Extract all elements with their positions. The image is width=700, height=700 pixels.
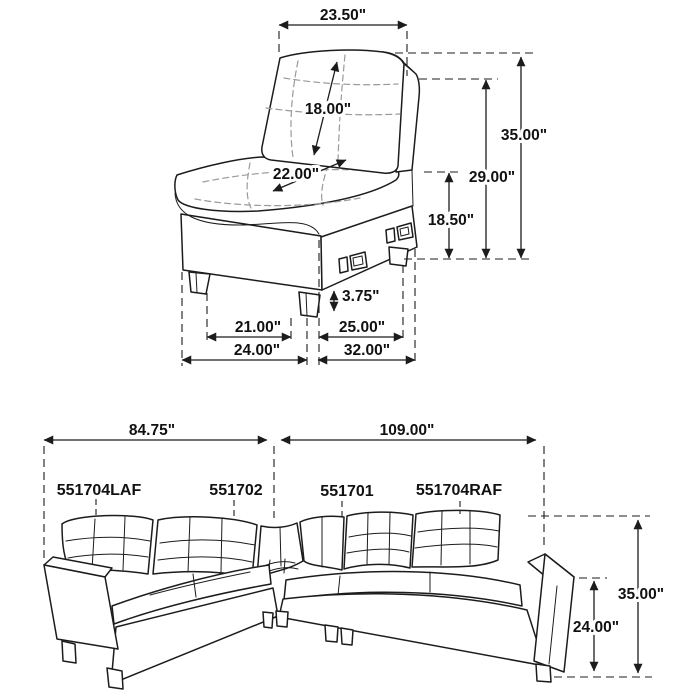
sectional-figure (44, 422, 664, 689)
chair-drawing (175, 50, 420, 317)
dim-back-width-label: 23.50" (319, 7, 367, 24)
part-label-551701-text: 551701 (320, 483, 374, 500)
dim-right-section-width (281, 422, 536, 440)
dim-inner-width (207, 319, 291, 337)
dim-overall-depth-label: 32.00" (343, 342, 391, 359)
sectional-right-rail (279, 594, 545, 666)
dim-sectional-overall-height (618, 520, 664, 673)
dim-leg-height (334, 288, 380, 311)
dim-left-section-width-label: 84.75" (128, 422, 176, 439)
dim-overall-depth (318, 342, 415, 360)
sectional-left-arm (44, 557, 123, 689)
part-label-551704RAF-text: 551704RAF (415, 482, 503, 499)
part-label-551702-text: 551702 (209, 482, 263, 499)
dim-left-section-width (44, 422, 267, 440)
dim-sectional-arm-height-label: 24.00" (572, 619, 620, 636)
dim-inner-depth-label: 25.00" (338, 319, 386, 336)
part-label-551704LAF (57, 482, 142, 518)
sectional-back-cushion-2 (153, 517, 257, 577)
sectional-back-cushion-4 (344, 512, 413, 569)
dim-seat-diagonal-label: 22.00" (272, 166, 320, 183)
part-label-551704RAF (416, 482, 503, 514)
dim-overall-height-label: 35.00" (500, 127, 548, 144)
dim-sectional-overall-height-label: 35.00" (617, 586, 665, 603)
dim-back-height-label: 29.00" (468, 169, 516, 186)
dim-leg-height-label: 3.75" (342, 288, 380, 305)
dim-base-height (428, 173, 474, 258)
part-label-551702 (209, 482, 262, 519)
dim-overall-width-label: 24.00" (233, 342, 281, 359)
chair-figure (175, 7, 547, 366)
dim-sectional-arm-height (573, 581, 619, 671)
dim-back-diagonal-label: 18.00" (304, 101, 352, 118)
chair-leg-front (299, 292, 320, 317)
sectional-back-cushion-5 (412, 510, 500, 567)
dim-back-height (469, 80, 515, 258)
part-label-551704LAF-text: 551704LAF (56, 482, 142, 499)
dim-base-height-label: 18.50" (427, 212, 475, 229)
dim-inner-depth (319, 319, 403, 337)
dim-right-section-width-label: 109.00" (379, 422, 435, 439)
dim-overall-height (501, 57, 547, 258)
chair-leg-right (389, 247, 408, 266)
chair-leg-left (189, 272, 210, 294)
dim-overall-width (182, 342, 307, 360)
sectional-drawing (44, 510, 574, 689)
dim-inner-width-label: 21.00" (234, 319, 282, 336)
